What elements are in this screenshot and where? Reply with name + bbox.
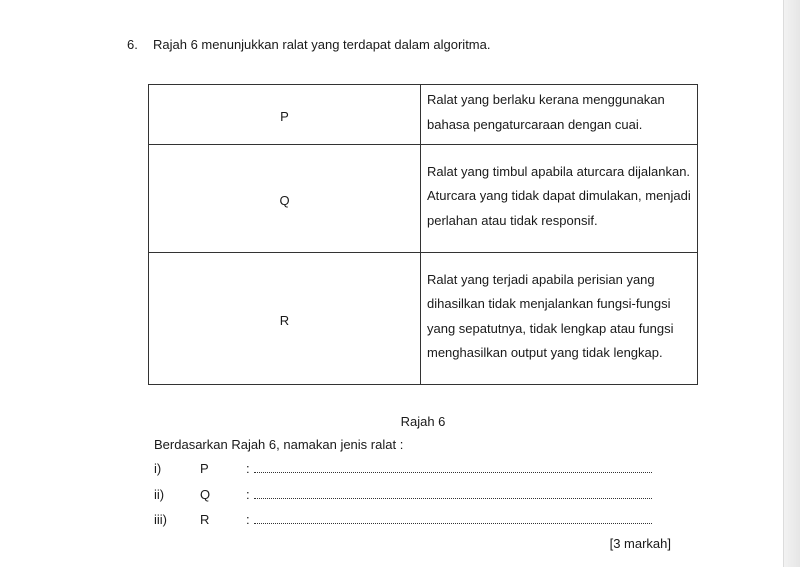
question-number: 6.: [127, 37, 138, 52]
answer-letter: Q: [200, 487, 211, 502]
answer-letter: P: [200, 461, 209, 476]
answer-numeral: i): [154, 461, 162, 476]
error-table: [148, 84, 698, 385]
answer-colon: :: [246, 487, 250, 502]
row-label: Q: [149, 145, 421, 253]
answer-colon: :: [246, 512, 250, 527]
answer-letter: R: [200, 512, 210, 527]
figure-caption: Rajah 6: [400, 414, 446, 429]
row-description: Ralat yang berlaku kerana menggunakan bahasa pengaturcaraan dengan cuai.: [421, 85, 698, 145]
answer-line-q: [154, 487, 652, 502]
answer-blank[interactable]: [254, 512, 652, 524]
row-description: Ralat yang timbul apabila aturcara dijalankan. Aturcara yang tidak dapat dimulakan, menjadi perlahan atau tidak responsif.: [421, 145, 698, 253]
answer-blank[interactable]: [254, 461, 652, 473]
marks-label: [3 markah]: [609, 536, 671, 551]
answer-colon: :: [246, 461, 250, 476]
table-row: [149, 253, 698, 385]
row-label: P: [149, 85, 421, 145]
answer-line-r: [154, 512, 652, 527]
answer-numeral: iii): [154, 512, 167, 527]
question-text: Rajah 6 menunjukkan ralat yang terdapat dalam algoritma.: [153, 37, 491, 52]
scrollbar[interactable]: [783, 0, 800, 567]
table-row: [149, 85, 698, 145]
row-label: R: [149, 253, 421, 385]
table-row: [149, 145, 698, 253]
question-header: [127, 37, 490, 52]
answer-blank[interactable]: [254, 487, 652, 499]
instruction-text: Berdasarkan Rajah 6, namakan jenis ralat :: [154, 437, 404, 452]
answer-numeral: ii): [154, 487, 165, 502]
answer-line-p: [154, 461, 652, 476]
row-description: Ralat yang terjadi apabila perisian yang dihasilkan tidak menjalankan fungsi-fungsi yang sepatutnya, tidak lengkap atau fungsi menghasilkan output yang tidak lengkap.: [421, 253, 698, 385]
